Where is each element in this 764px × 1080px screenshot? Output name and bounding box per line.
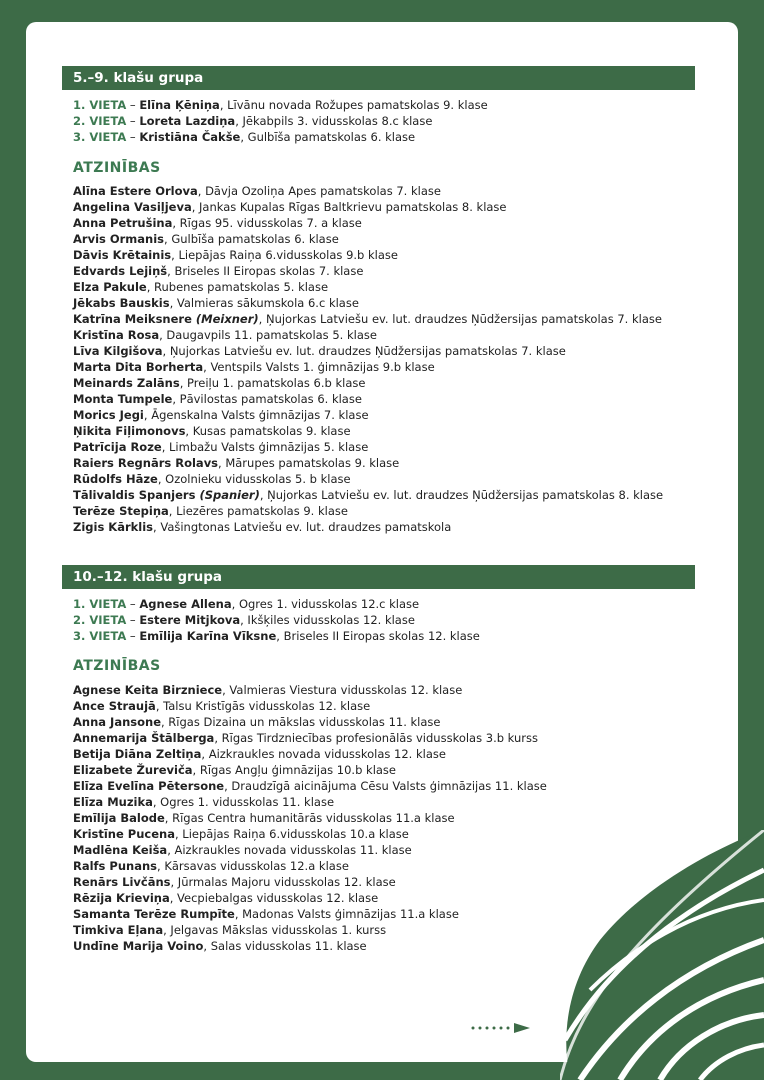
winner-row (73, 628, 480, 644)
next-page-arrow-icon[interactable] (470, 1022, 532, 1034)
mention-school: , Madonas Valsts ģimnāzijas 11.a klase (234, 907, 459, 921)
mention-note: (Meixner) (191, 312, 259, 326)
mention-note: (Spanier) (195, 488, 260, 502)
list-item (73, 295, 663, 311)
list-item (73, 842, 547, 858)
mention-school: , Liepājas Raiņa 6.vidusskolas 9.b klase (171, 248, 398, 262)
mention-school: , Vecpiebalgas vidusskolas 12. klase (169, 891, 379, 905)
place-label: 3. VIETA (73, 629, 127, 643)
winner-row (73, 113, 488, 129)
mention-name: Elizabete Žureviča (73, 763, 193, 777)
mention-school: , Ogres 1. vidusskolas 11. klase (152, 795, 335, 809)
mention-school: , Liezēres pamatskolas 9. klase (168, 504, 348, 518)
mention-school: , Draudzīgā aicinājuma Cēsu Valsts ģimnāzijas 11. klase (224, 779, 547, 793)
mention-name: Zigis Kārklis (73, 520, 154, 534)
winner-school: , Briseles II Eiropas skolas 12. klase (276, 629, 480, 643)
mentions-list (73, 183, 663, 535)
mention-school: , Rīgas Angļu ģimnāzijas 10.b klase (192, 763, 396, 777)
mention-school: , Valmieras Viestura vidusskolas 12. klase (222, 683, 463, 697)
mention-school: , Aizkraukles novada vidusskolas 12. klase (201, 747, 446, 761)
mentions-list (73, 682, 547, 954)
mention-name: Tālivaldis Spanjers (73, 488, 196, 502)
winner-school: , Līvānu novada Rožupes pamatskolas 9. klase (219, 98, 488, 112)
list-item (73, 778, 547, 794)
mention-name: Ance Straujā (73, 699, 156, 713)
mention-school: , Kusas pamatskolas 9. klase (185, 424, 351, 438)
winner-name: Agnese Allena (139, 597, 232, 611)
winner-name: Emīlija Karīna Vīksne (139, 629, 277, 643)
mention-school: , Jankas Kupalas Rīgas Baltkrievu pamatskolas 8. klase (191, 200, 507, 214)
list-item (73, 794, 547, 810)
list-item (73, 247, 663, 263)
mention-name: Ralfs Punans (73, 859, 158, 873)
winner-row (73, 612, 480, 628)
mention-school: , Mārupes pamatskolas 9. klase (218, 456, 400, 470)
list-item (73, 311, 663, 327)
mention-name: Anna Jansone (73, 715, 161, 729)
mention-school: , Pāvilostas pamatskolas 6. klase (172, 392, 362, 406)
mention-name: Ņikita Fiļimonovs (73, 424, 186, 438)
mention-name: Arvis Ormanis (73, 232, 165, 246)
place-label: 2. VIETA (73, 613, 127, 627)
group-header: 5.–9. klašu grupa (62, 66, 695, 90)
mention-name: Angelina Vasiļjeva (73, 200, 192, 214)
mention-name: Meinards Zalāns (73, 376, 180, 390)
mention-school: , Ņujorkas Latviešu ev. lut. draudzes Ņūdžersijas pamatskolas 7. klase (258, 312, 662, 326)
list-item (73, 279, 663, 295)
mention-name: Katrīna Meiksnere (73, 312, 192, 326)
mention-school: , Āgenskalna Valsts ģimnāzijas 7. klase (143, 408, 369, 422)
list-item (73, 215, 663, 231)
mention-school: , Rīgas 95. vidusskolas 7. a klase (172, 216, 362, 230)
mention-name: Marta Dita Borherta (73, 360, 204, 374)
list-item (73, 810, 547, 826)
mention-school: , Kārsavas vidusskolas 12.a klase (157, 859, 349, 873)
list-item (73, 343, 663, 359)
mention-name: Līva Kilgišova (73, 344, 163, 358)
mention-name: Edvards Lejiņš (73, 264, 168, 278)
mention-name: Betija Diāna Zeltiņa (73, 747, 202, 761)
winner-school: , Gulbīša pamatskolas 6. klase (240, 130, 416, 144)
place-label: 1. VIETA (73, 98, 127, 112)
list-item (73, 714, 547, 730)
place-label: 2. VIETA (73, 114, 127, 128)
list-item (73, 730, 547, 746)
mention-name: Agnese Keita Birzniece (73, 683, 223, 697)
mention-school: , Talsu Kristīgās vidusskolas 12. klase (155, 699, 371, 713)
list-item (73, 519, 663, 535)
mention-school: , Limbažu Valsts ģimnāzijas 5. klase (161, 440, 369, 454)
list-item (73, 391, 663, 407)
mention-name: Elīza Muzika (73, 795, 153, 809)
mention-school: , Valmieras sākumskola 6.c klase (169, 296, 359, 310)
mention-name: Patrīcija Roze (73, 440, 162, 454)
list-item (73, 746, 547, 762)
mention-school: , Ventspils Valsts 1. ģimnāzijas 9.b klase (203, 360, 435, 374)
mention-name: Madlēna Keiša (73, 843, 168, 857)
place-label: 1. VIETA (73, 597, 127, 611)
list-item (73, 487, 663, 503)
list-item (73, 762, 547, 778)
dash: – (126, 98, 140, 112)
list-item (73, 375, 663, 391)
mention-school: , Preiļu 1. pamatskolas 6.b klase (179, 376, 366, 390)
list-item (73, 407, 663, 423)
list-item (73, 906, 547, 922)
list-item (73, 327, 663, 343)
mention-name: Morics Jegi (73, 408, 144, 422)
mention-name: Alīna Estere Orlova (73, 184, 198, 198)
mention-name: Undīne Marija Voino (73, 939, 204, 953)
mention-school: , Ozolnieku vidusskolas 5. b klase (157, 472, 351, 486)
list-item (73, 890, 547, 906)
mention-school: , Rubenes pamatskolas 5. klase (146, 280, 329, 294)
mention-name: Rēzija Krieviņa (73, 891, 170, 905)
list-item (73, 922, 547, 938)
mention-school: , Rīgas Centra humanitārās vidusskolas 11.a klase (164, 811, 455, 825)
dash: – (126, 114, 140, 128)
list-item (73, 199, 663, 215)
mention-name: Emīlija Balode (73, 811, 165, 825)
mention-name: Kristīne Pucena (73, 827, 175, 841)
winner-school: , Ogres 1. vidusskolas 12.c klase (231, 597, 420, 611)
list-item (73, 471, 663, 487)
winner-row (73, 97, 488, 113)
mention-school: , Rīgas Dizaina un mākslas vidusskolas 11. klase (161, 715, 441, 729)
mention-name: Terēze Stepiņa (73, 504, 169, 518)
winners-list (73, 97, 488, 145)
winners-list (73, 596, 480, 644)
mention-school: , Gulbīša pamatskolas 6. klase (164, 232, 339, 246)
dash: – (126, 597, 140, 611)
list-item (73, 874, 547, 890)
mention-school: , Ņujorkas Latviešu ev. lut. draudzes Ņūdžersijas pamatskolas 8. klase (259, 488, 664, 502)
mention-name: Monta Tumpele (73, 392, 173, 406)
mention-name: Kristīna Rosa (73, 328, 160, 342)
list-item (73, 503, 663, 519)
mention-school: , Ņujorkas Latviešu ev. lut. draudzes Ņūdžersijas pamatskolas 7. klase (162, 344, 566, 358)
mention-school: , Rīgas Tirdzniecības profesionālās vidusskolas 3.b kurss (214, 731, 538, 745)
list-item (73, 698, 547, 714)
winner-row (73, 129, 488, 145)
winner-name: Elīna Ķēniņa (139, 98, 220, 112)
mention-name: Timkiva Eļana (73, 923, 164, 937)
mention-name: Elza Pakule (73, 280, 147, 294)
mention-school: , Liepājas Raiņa 6.vidusskolas 10.a klase (174, 827, 409, 841)
mention-name: Raiers Regnārs Rolavs (73, 456, 219, 470)
mention-school: , Jelgavas Mākslas vidusskolas 1. kurss (163, 923, 387, 937)
winner-name: Kristiāna Čakše (139, 130, 241, 144)
list-item (73, 263, 663, 279)
mention-school: , Daugavpils 11. pamatskolas 5. klase (159, 328, 377, 342)
winner-name: Estere Mitjkova (139, 613, 241, 627)
mention-name: Jēkabs Bauskis (73, 296, 170, 310)
place-label: 3. VIETA (73, 130, 127, 144)
mention-name: Anna Petrušina (73, 216, 173, 230)
mention-name: Rūdolfs Hāze (73, 472, 158, 486)
list-item (73, 439, 663, 455)
mention-name: Renārs Livčāns (73, 875, 171, 889)
mention-name: Samanta Terēze Rumpīte (73, 907, 235, 921)
section-title: ATZINĪBAS (73, 658, 161, 674)
list-item (73, 455, 663, 471)
mention-school: , Briseles II Eiropas skolas 7. klase (167, 264, 364, 278)
winner-school: , Ikšķiles vidusskolas 12. klase (240, 613, 415, 627)
list-item (73, 423, 663, 439)
dash: – (126, 130, 140, 144)
winner-school: , Jēkabpils 3. vidusskolas 8.c klase (235, 114, 433, 128)
section-title: ATZINĪBAS (73, 160, 161, 176)
mention-school: , Salas vidusskolas 11. klase (203, 939, 367, 953)
mention-name: Elīza Evelīna Pētersone (73, 779, 225, 793)
list-item (73, 682, 547, 698)
list-item (73, 858, 547, 874)
list-item (73, 359, 663, 375)
group-header: 10.–12. klašu grupa (62, 565, 695, 589)
dash: – (126, 613, 140, 627)
list-item (73, 183, 663, 199)
dash: – (126, 629, 140, 643)
list-item (73, 231, 663, 247)
winner-name: Loreta Lazdiņa (139, 114, 236, 128)
list-item (73, 938, 547, 954)
mention-school: , Vašingtonas Latviešu ev. lut. draudzes pamatskola (153, 520, 452, 534)
mention-school: , Aizkraukles novada vidusskolas 11. klase (167, 843, 412, 857)
mention-school: , Jūrmalas Majoru vidusskolas 12. klase (170, 875, 396, 889)
mention-name: Annemarija Štālberga (73, 731, 215, 745)
mention-school: , Dāvja Ozoliņa Apes pamatskolas 7. klase (197, 184, 441, 198)
list-item (73, 826, 547, 842)
winner-row (73, 596, 480, 612)
mention-name: Dāvis Krētainis (73, 248, 172, 262)
